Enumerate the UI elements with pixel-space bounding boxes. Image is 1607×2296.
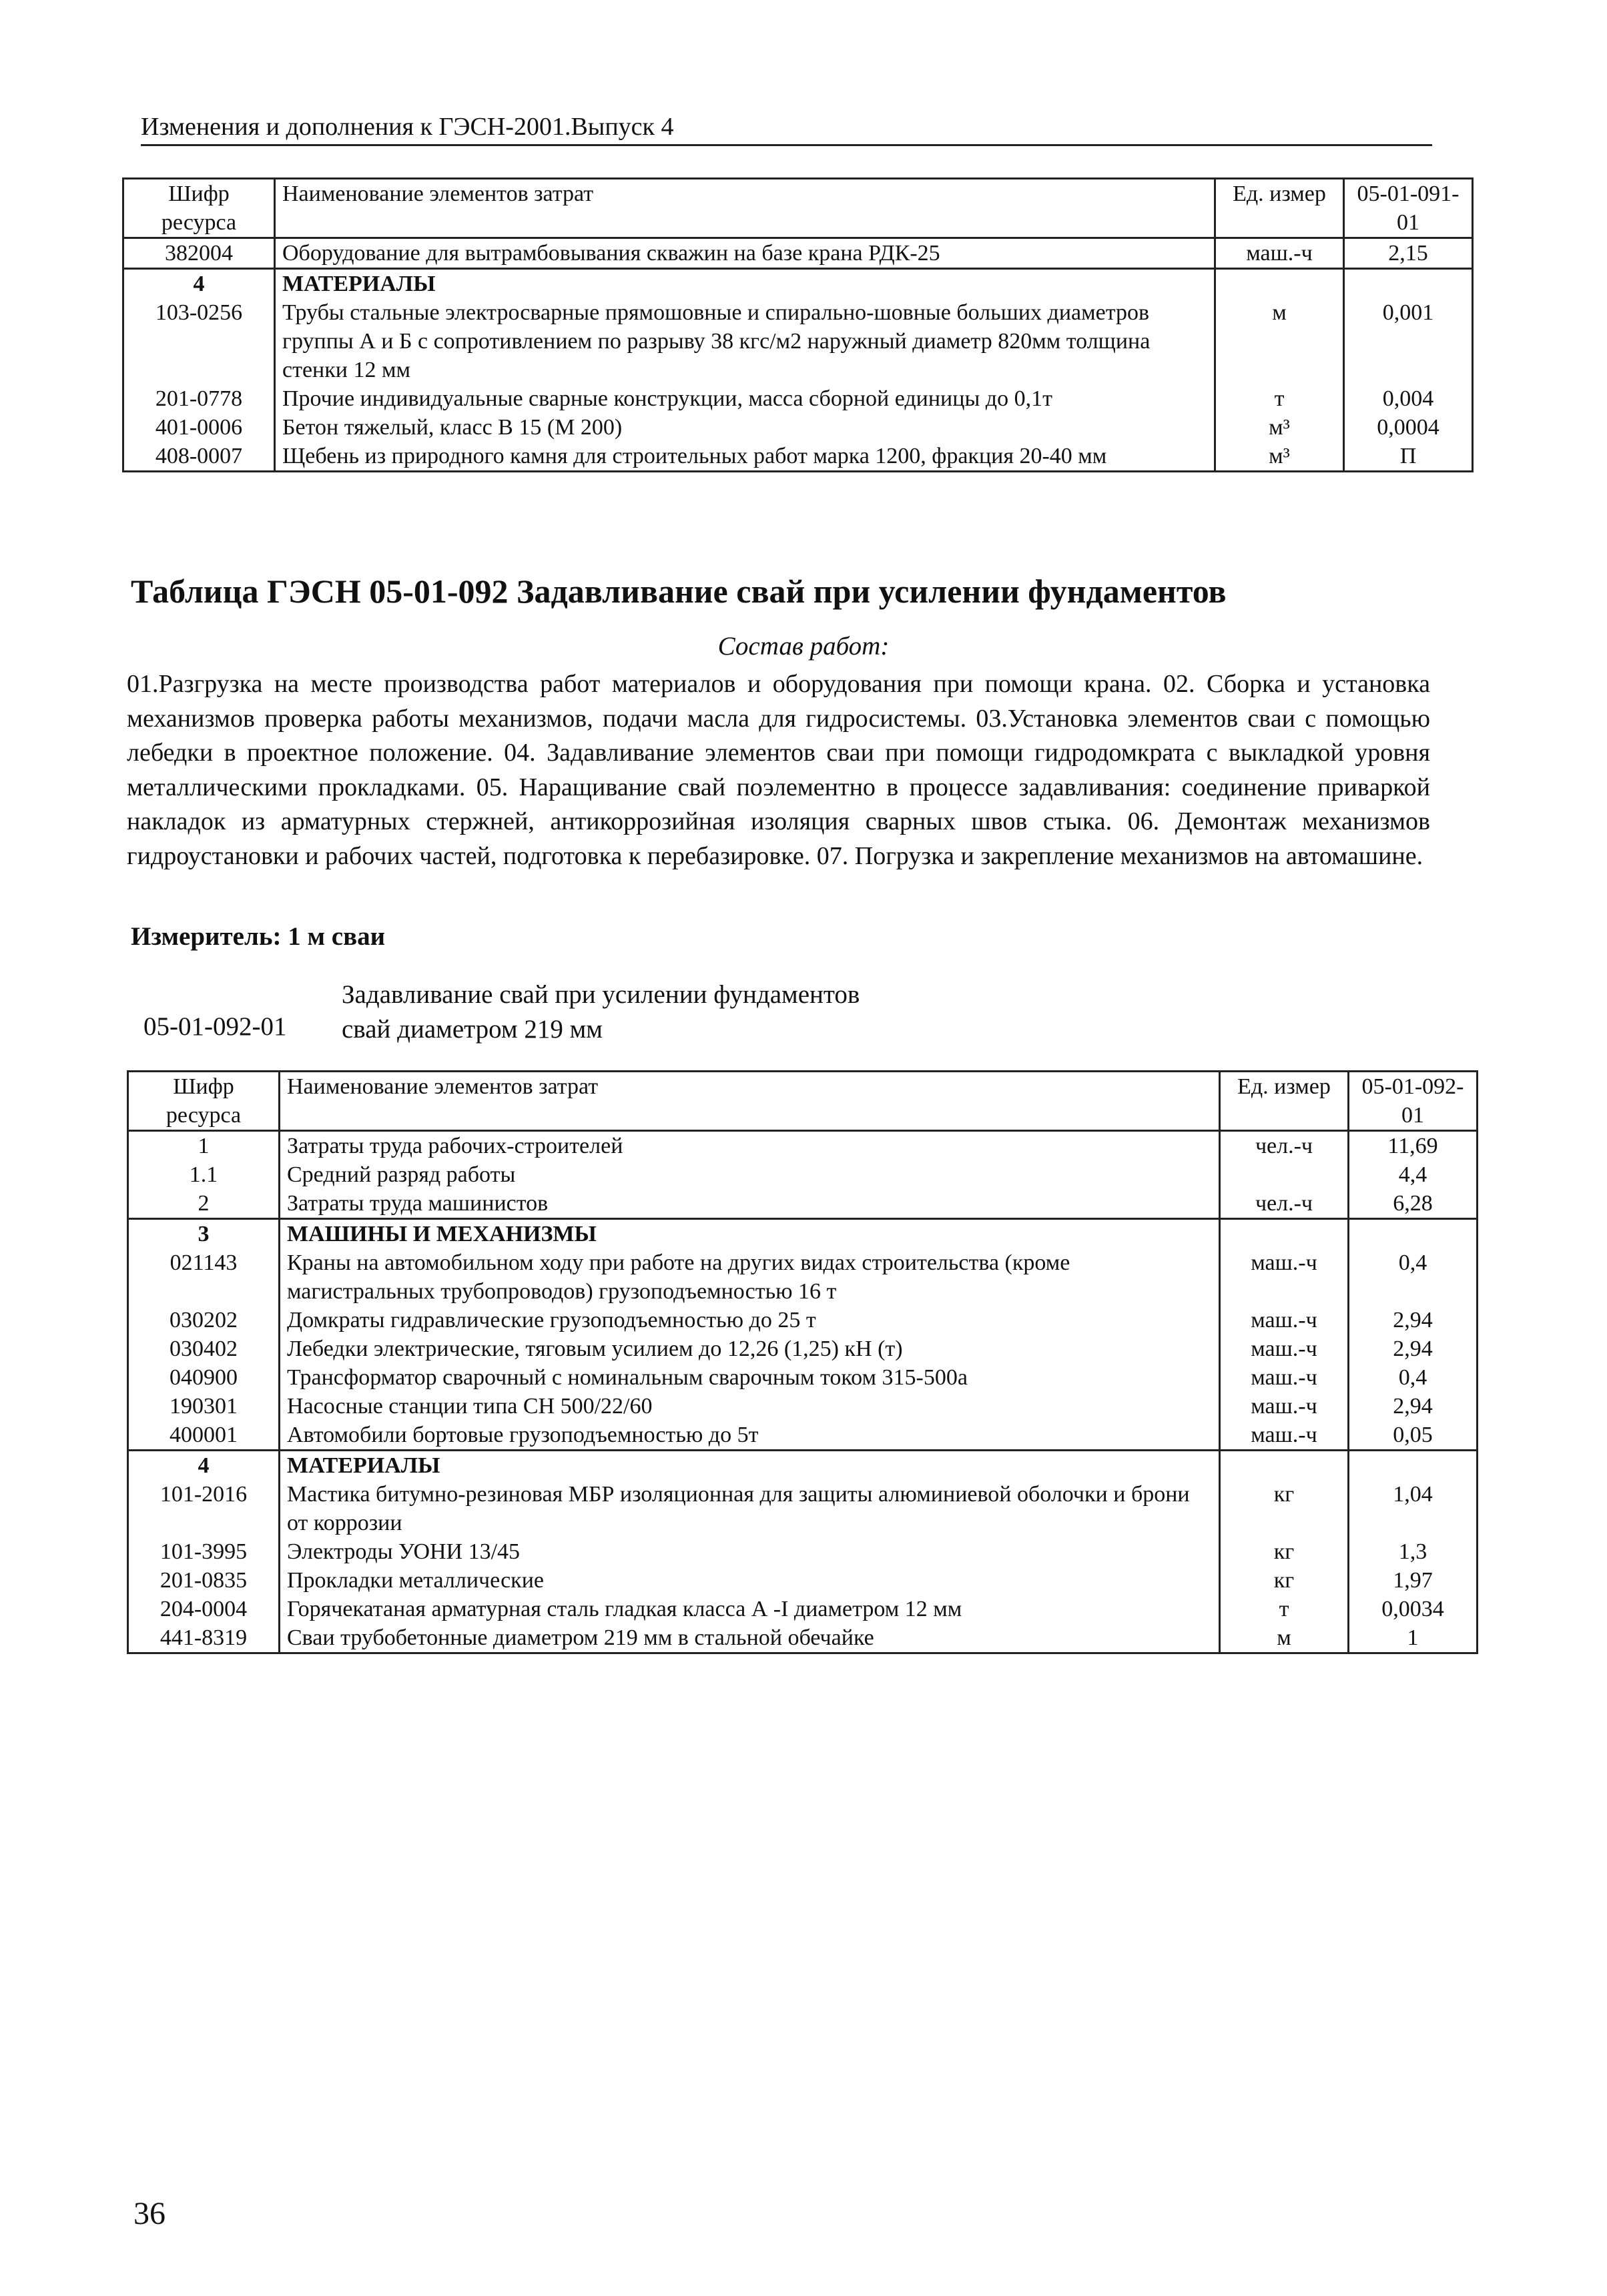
table-row [128,1160,1478,1189]
cell-unit: маш.-ч [1220,1334,1349,1363]
cell-name: Затраты труда машинистов [280,1189,1220,1219]
cell-value [1344,269,1473,299]
cell-unit: маш.-ч [1215,238,1344,269]
cell-value [1349,1451,1478,1481]
header-value: 05-01-091-01 [1344,179,1473,238]
cell-value [1349,1219,1478,1249]
cell-unit: кг [1220,1566,1349,1595]
table-row [128,1131,1478,1161]
cell-value: 0,4 [1349,1363,1478,1392]
cell-name: Затраты труда рабочих-строителей [280,1131,1220,1161]
page-number: 36 [133,2196,166,2231]
cell-name: Прочие индивидуальные сварные конструкции, масса сборной единицы до 0,1т [275,384,1215,413]
cell-name: МАТЕРИАЛЫ [275,269,1215,299]
cell-code: 4 [123,269,275,299]
cell-value: 1,3 [1349,1537,1478,1566]
cell-unit: м³ [1215,413,1344,442]
cell-code: 201-0835 [128,1566,280,1595]
cell-unit: маш.-ч [1220,1421,1349,1451]
cell-code: 040900 [128,1363,280,1392]
table-header-row [128,1072,1478,1131]
table-heading: Таблица ГЭСН 05-01-092 Задавливание свай при усилении фундаментов [131,572,1227,610]
cell-code: 4 [128,1451,280,1481]
cell-code: 101-3995 [128,1537,280,1566]
cell-name: Автомобили бортовые грузоподъемностью до 5т [280,1421,1220,1451]
cell-code: 2 [128,1189,280,1219]
cell-code: 382004 [123,238,275,269]
cell-code: 204-0004 [128,1595,280,1623]
cell-unit: кг [1220,1480,1349,1537]
cell-value: 1 [1349,1623,1478,1653]
cell-unit: м [1215,298,1344,384]
table-row [123,238,1473,269]
table-row [128,1595,1478,1623]
cell-code: 021143 [128,1248,280,1306]
table-row [128,1537,1478,1566]
cell-unit: маш.-ч [1220,1306,1349,1334]
cell-name: Трубы стальные электросварные прямошовные и спирально-шовные больших диаметров группы А и Б с сопротивлением по разрыву 38 кгс/м2 наружный диаметр 820мм толщина стенки 12 мм [275,298,1215,384]
cell-unit: кг [1220,1537,1349,1566]
cell-name: Мастика битумно-резиновая МБР изоляционная для защиты алюминиевой оболочки и брони от коррозии [280,1480,1220,1537]
cell-unit: маш.-ч [1220,1363,1349,1392]
measure-unit: Измеритель: 1 м сваи [131,922,386,951]
table-row [128,1306,1478,1334]
cell-name: Прокладки металлические [280,1566,1220,1595]
cell-name: Сваи трубобетонные диаметром 219 мм в стальной обечайке [280,1623,1220,1653]
cell-code: 3 [128,1219,280,1249]
cost-table-05-01-091 [122,177,1474,472]
section-row [128,1219,1478,1249]
header-code: Шифр ресурса [123,179,275,238]
cell-value: 0,0034 [1349,1595,1478,1623]
cell-value: 2,94 [1349,1334,1478,1363]
cell-unit [1220,1451,1349,1481]
table-row [128,1248,1478,1306]
table-row [123,298,1473,384]
cell-name: Средний разряд работы [280,1160,1220,1189]
cell-code: 1.1 [128,1160,280,1189]
cell-unit: т [1220,1595,1349,1623]
table-row [128,1623,1478,1653]
cell-value: 0,004 [1344,384,1473,413]
header-name: Наименование элементов затрат [280,1072,1220,1131]
table-row [128,1334,1478,1363]
cell-value: 2,94 [1349,1392,1478,1421]
cell-code: 201-0778 [123,384,275,413]
table-row [123,384,1473,413]
cell-unit: чел.-ч [1220,1131,1349,1161]
header-code: Шифр ресурса [128,1072,280,1131]
header-unit: Ед. измер [1220,1072,1349,1131]
work-composition-caption: Состав работ: [717,632,890,661]
cell-name: МАШИНЫ И МЕХАНИЗМЫ [280,1219,1220,1249]
cell-value: 0,4 [1349,1248,1478,1306]
cell-name: Насосные станции типа СН 500/22/60 [280,1392,1220,1421]
cell-name: Лебедки электрические, тяговым усилием до 12,26 (1,25) кН (т) [280,1334,1220,1363]
table-header-row [123,179,1473,238]
cell-value: 2,94 [1349,1306,1478,1334]
table-row [128,1566,1478,1595]
item-title-line: свай диаметром 219 мм [342,1015,603,1044]
cell-name: Оборудование для вытрамбовывания скважин на базе крана РДК-25 [275,238,1215,269]
header-value: 05-01-092-01 [1349,1072,1478,1131]
cell-name: Краны на автомобильном ходу при работе на других видах строительства (кроме магистральных трубопроводов) грузоподъемностью 16 т [280,1248,1220,1306]
cell-name: Трансформатор сварочный с номинальным сварочным током 315-500а [280,1363,1220,1392]
table-row [128,1392,1478,1421]
cell-unit: маш.-ч [1220,1392,1349,1421]
cell-value: 0,05 [1349,1421,1478,1451]
cell-value: 0,001 [1344,298,1473,384]
cost-table-05-01-092 [127,1070,1478,1654]
cell-value: П [1344,442,1473,472]
item-title-line: Задавливание свай при усилении фундаментов [342,980,860,1009]
cell-name: Электроды УОНИ 13/45 [280,1537,1220,1566]
item-title [342,978,860,1047]
cell-name: Горячекатаная арматурная сталь гладкая класса А -I диаметром 12 мм [280,1595,1220,1623]
cell-code: 101-2016 [128,1480,280,1537]
cell-unit: т [1215,384,1344,413]
table-row [123,413,1473,442]
cell-code: 030202 [128,1306,280,1334]
cell-unit: м³ [1215,442,1344,472]
table-body [128,1131,1478,1653]
cell-name: Бетон тяжелый, класс В 15 (М 200) [275,413,1215,442]
cell-code: 400001 [128,1421,280,1451]
cell-value: 1,97 [1349,1566,1478,1595]
table-row [128,1480,1478,1537]
cell-code: 1 [128,1131,280,1161]
table-row [128,1363,1478,1392]
table-row [128,1421,1478,1451]
cell-value: 6,28 [1349,1189,1478,1219]
cell-value: 4,4 [1349,1160,1478,1189]
table-row [128,1189,1478,1219]
table-body [123,238,1473,472]
cell-name: Щебень из природного камня для строительных работ марка 1200, фракция 20-40 мм [275,442,1215,472]
table-row [123,442,1473,472]
cell-code: 441-8319 [128,1623,280,1653]
cell-code: 103-0256 [123,298,275,384]
cell-name: Домкраты гидравлические грузоподъемностью до 25 т [280,1306,1220,1334]
cell-unit: чел.-ч [1220,1189,1349,1219]
section-row [128,1451,1478,1481]
section-row [123,269,1473,299]
cell-code: 190301 [128,1392,280,1421]
cell-name: МАТЕРИАЛЫ [280,1451,1220,1481]
running-header: Изменения и дополнения к ГЭСН-2001.Выпуск 4 [141,112,1432,146]
cell-value: 2,15 [1344,238,1473,269]
cell-unit [1215,269,1344,299]
cell-code: 408-0007 [123,442,275,472]
cell-code: 401-0006 [123,413,275,442]
header-name: Наименование элементов затрат [275,179,1215,238]
cell-value: 1,04 [1349,1480,1478,1537]
cell-unit: маш.-ч [1220,1248,1349,1306]
cell-value: 0,0004 [1344,413,1473,442]
cell-code: 030402 [128,1334,280,1363]
item-code: 05-01-092-01 [143,1012,287,1041]
cell-unit [1220,1160,1349,1189]
cell-unit: м [1220,1623,1349,1653]
cell-unit [1220,1219,1349,1249]
work-composition-text: 01.Разгрузка на месте производства работ материалов и оборудования при помощи крана. 02. Сборка и установка механизмов проверка работы механизмов, подачи масла для гидросистемы. 03.Установка элементов сваи с помощью лебедки в проектное положение. 04. Задавливание элементов сваи при помощи гидродомкрата с выкладкой уровня металлическими прокладками. 05. Наращивание свай поэлементно в процессе задавливания: соединение приваркой накладок из арматурных стержней, антикоррозийная изоляция сварных швов стыка. 06. Демонтаж механизмов гидроустановки и рабочих частей, подготовка к перебазировке. 07. Погрузка и закрепление механизмов на автомашине. [127,670,1430,870]
header-unit: Ед. измер [1215,179,1344,238]
cell-value: 11,69 [1349,1131,1478,1161]
